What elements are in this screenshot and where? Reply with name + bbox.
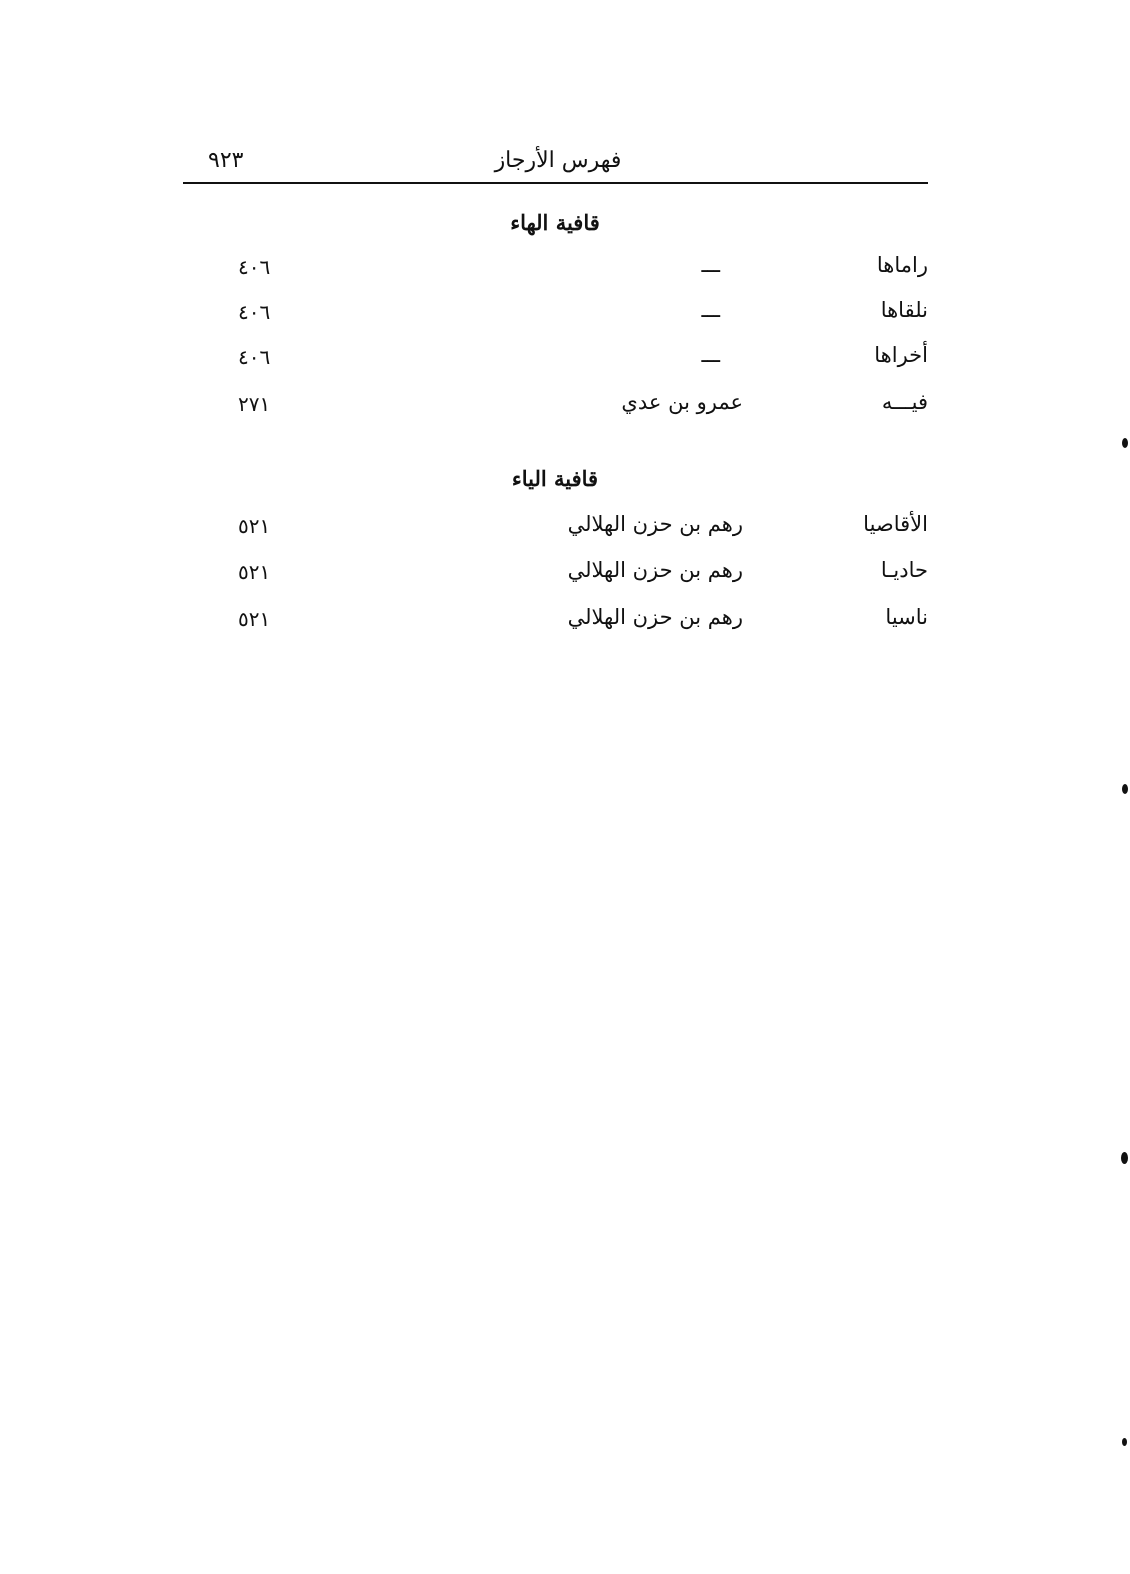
index-row — [183, 558, 928, 592]
poet-name: رهم بن حزن الهلالي — [567, 605, 743, 629]
index-row — [183, 343, 928, 377]
poet-name: رهم بن حزن الهلالي — [567, 558, 743, 582]
scan-mark — [1122, 784, 1128, 794]
poet-name: عمرو بن عدي — [621, 390, 743, 414]
index-row — [183, 298, 928, 332]
page-ref: ٤٠٦ — [238, 255, 271, 279]
rhyme-word: ناسيا — [885, 605, 928, 629]
rhyme-word: الأقاصيا — [863, 512, 928, 536]
rhyme-word: نلقاها — [880, 298, 928, 322]
section-title-ha: قافية الهاء — [510, 210, 600, 235]
page-header — [183, 146, 928, 184]
index-row — [183, 605, 928, 639]
page-ref: ٥٢١ — [238, 607, 271, 631]
rhyme-word: أخراها — [874, 343, 928, 367]
poet-name: ـــ — [701, 298, 720, 322]
poet-name: رهم بن حزن الهلالي — [567, 512, 743, 536]
page-number: ٩٢٣ — [208, 148, 244, 173]
index-row — [183, 512, 928, 546]
page-ref: ٤٠٦ — [238, 300, 271, 324]
page-ref: ٢٧١ — [238, 392, 271, 416]
running-title: فهرس الأرجاز — [494, 148, 622, 173]
page-ref: ٥٢١ — [238, 514, 271, 538]
page-ref: ٥٢١ — [238, 560, 271, 584]
index-row — [183, 253, 928, 287]
page-ref: ٤٠٦ — [238, 345, 271, 369]
poet-name: ـــ — [701, 253, 720, 277]
scan-mark — [1121, 1152, 1128, 1164]
rhyme-word: راماها — [876, 253, 928, 277]
poet-name: ـــ — [701, 343, 720, 367]
header-rule — [183, 182, 928, 184]
index-row — [183, 390, 928, 424]
rhyme-word: حاديـا — [880, 558, 928, 582]
section-title-ya: قافية الياء — [511, 466, 599, 491]
rhyme-word: فيـــه — [881, 390, 928, 414]
scan-mark — [1122, 1438, 1127, 1446]
scan-mark — [1122, 438, 1128, 448]
